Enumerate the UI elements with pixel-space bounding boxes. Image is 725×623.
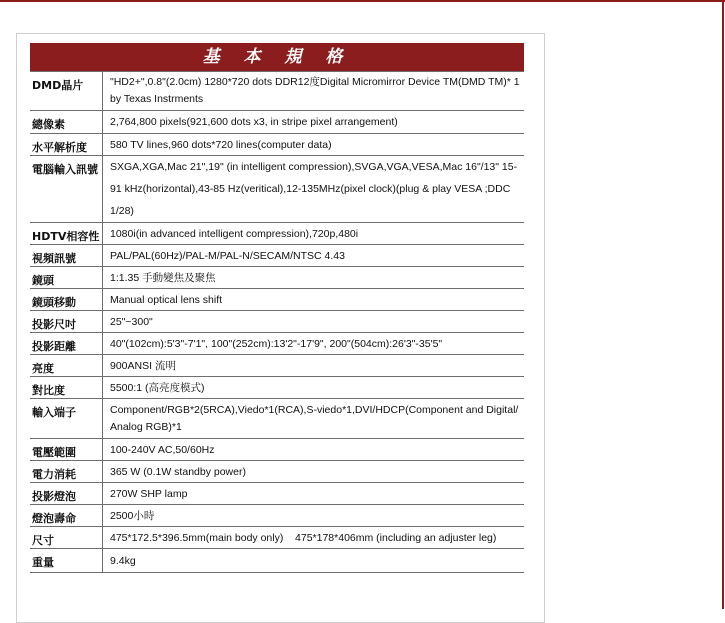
spec-value: Component/RGB*2(5RCA),Viedo*1(RCA),S-viedo*1,DVI/HDCP(Component and Digital/ Analog RGB)*1 [110, 403, 519, 433]
spec-label: 電力消耗 [32, 468, 76, 481]
spec-value: 9.4kg [110, 554, 136, 567]
spec-label: 重量 [32, 556, 54, 569]
spec-value: 25"~300" [110, 315, 153, 328]
spec-row-video [30, 245, 524, 267]
spec-label: 電壓範圍 [32, 446, 76, 459]
spec-row-inputs [30, 399, 524, 439]
spec-label: 鏡頭 [32, 274, 54, 287]
spec-value: 270W SHP lamp [110, 487, 188, 500]
spec-row-throw-distance [30, 333, 524, 355]
spec-value: SXGA,XGA,Mac 21",19" (in intelligent compression),SVGA,VGA,VESA,Mac 16"/13" 15-91 kHz(horizontal),43-85 Hz(veritical),12-135MHz(pixel clock)(plug & play VESA ;DDC 1/28) [110, 161, 518, 217]
spec-value: 100-240V AC,50/60Hz [110, 443, 215, 456]
spec-label: 燈泡壽命 [32, 512, 76, 525]
spec-value: 2500小時 [110, 509, 155, 522]
spec-label: 投影尺吋 [32, 318, 76, 331]
spec-label: DMD晶片 [32, 79, 84, 92]
spec-title: 基 本 規 格 [30, 43, 524, 71]
spec-value: 1080i(in advanced intelligent compression),720p,480i [110, 227, 359, 240]
spec-row-contrast [30, 377, 524, 399]
spec-row-weight [30, 549, 524, 573]
spec-value: 1:1.35 手動變焦及聚焦 [110, 271, 216, 284]
spec-value: 900ANSI 流明 [110, 359, 176, 372]
spec-row-lamp [30, 483, 524, 505]
spec-row-hdtv [30, 223, 524, 245]
top-border [0, 0, 725, 2]
spec-label: 鏡頭移動 [32, 296, 76, 309]
spec-value: 365 W (0.1W standby power) [110, 465, 246, 478]
spec-label: 水平解析度 [32, 141, 87, 154]
spec-row-screen-size [30, 311, 524, 333]
spec-row-voltage [30, 439, 524, 461]
spec-label: HDTV相容性 [32, 230, 100, 243]
spec-row-lens [30, 267, 524, 289]
spec-label: 對比度 [32, 384, 65, 397]
spec-label: 尺寸 [32, 534, 54, 547]
spec-row-dmd [30, 71, 524, 111]
spec-value: 5500:1 (高亮度模式) [110, 381, 205, 394]
spec-value: Manual optical lens shift [110, 293, 223, 306]
spec-label: 亮度 [32, 362, 54, 375]
spec-label: 電腦輸入訊號 [32, 163, 98, 176]
spec-row-computer-input [30, 156, 524, 223]
spec-row-lens-shift [30, 289, 524, 311]
spec-table [30, 43, 524, 573]
spec-label: 投影燈泡 [32, 490, 76, 503]
spec-value: 40"(102cm):5'3"-7'1", 100"(252cm):13'2"-17'9", 200"(504cm):26'3"-35'5" [110, 337, 443, 350]
spec-row-lamp-life [30, 505, 524, 527]
spec-row-resolution [30, 134, 524, 156]
spec-value: "HD2+",0.8"(2.0cm) 1280*720 dots DDR12度Digital Micromirror Device TM(DMD TM)* 1 by Texas Instrments [110, 76, 520, 105]
spec-label: 投影距離 [32, 340, 76, 353]
spec-value: PAL/PAL(60Hz)/PAL-M/PAL-N/SECAM/NTSC 4.43 [110, 249, 345, 262]
spec-value: 2,764,800 pixels(921,600 dots x3, in stripe pixel arrangement) [110, 116, 398, 128]
spec-value: 475*172.5*396.5mm(main body only) 475*178*406mm (including an adjuster leg) [110, 531, 497, 544]
right-border [722, 0, 724, 609]
spec-label: 總像素 [32, 118, 65, 131]
spec-value: 580 TV lines,960 dots*720 lines(computer data) [110, 138, 332, 151]
spec-label: 輸入端子 [32, 406, 76, 419]
spec-row-brightness [30, 355, 524, 377]
spec-label: 視頻訊號 [32, 252, 76, 265]
spec-row-dimensions [30, 527, 524, 549]
spec-row-power [30, 461, 524, 483]
spec-row-pixels [30, 111, 524, 134]
